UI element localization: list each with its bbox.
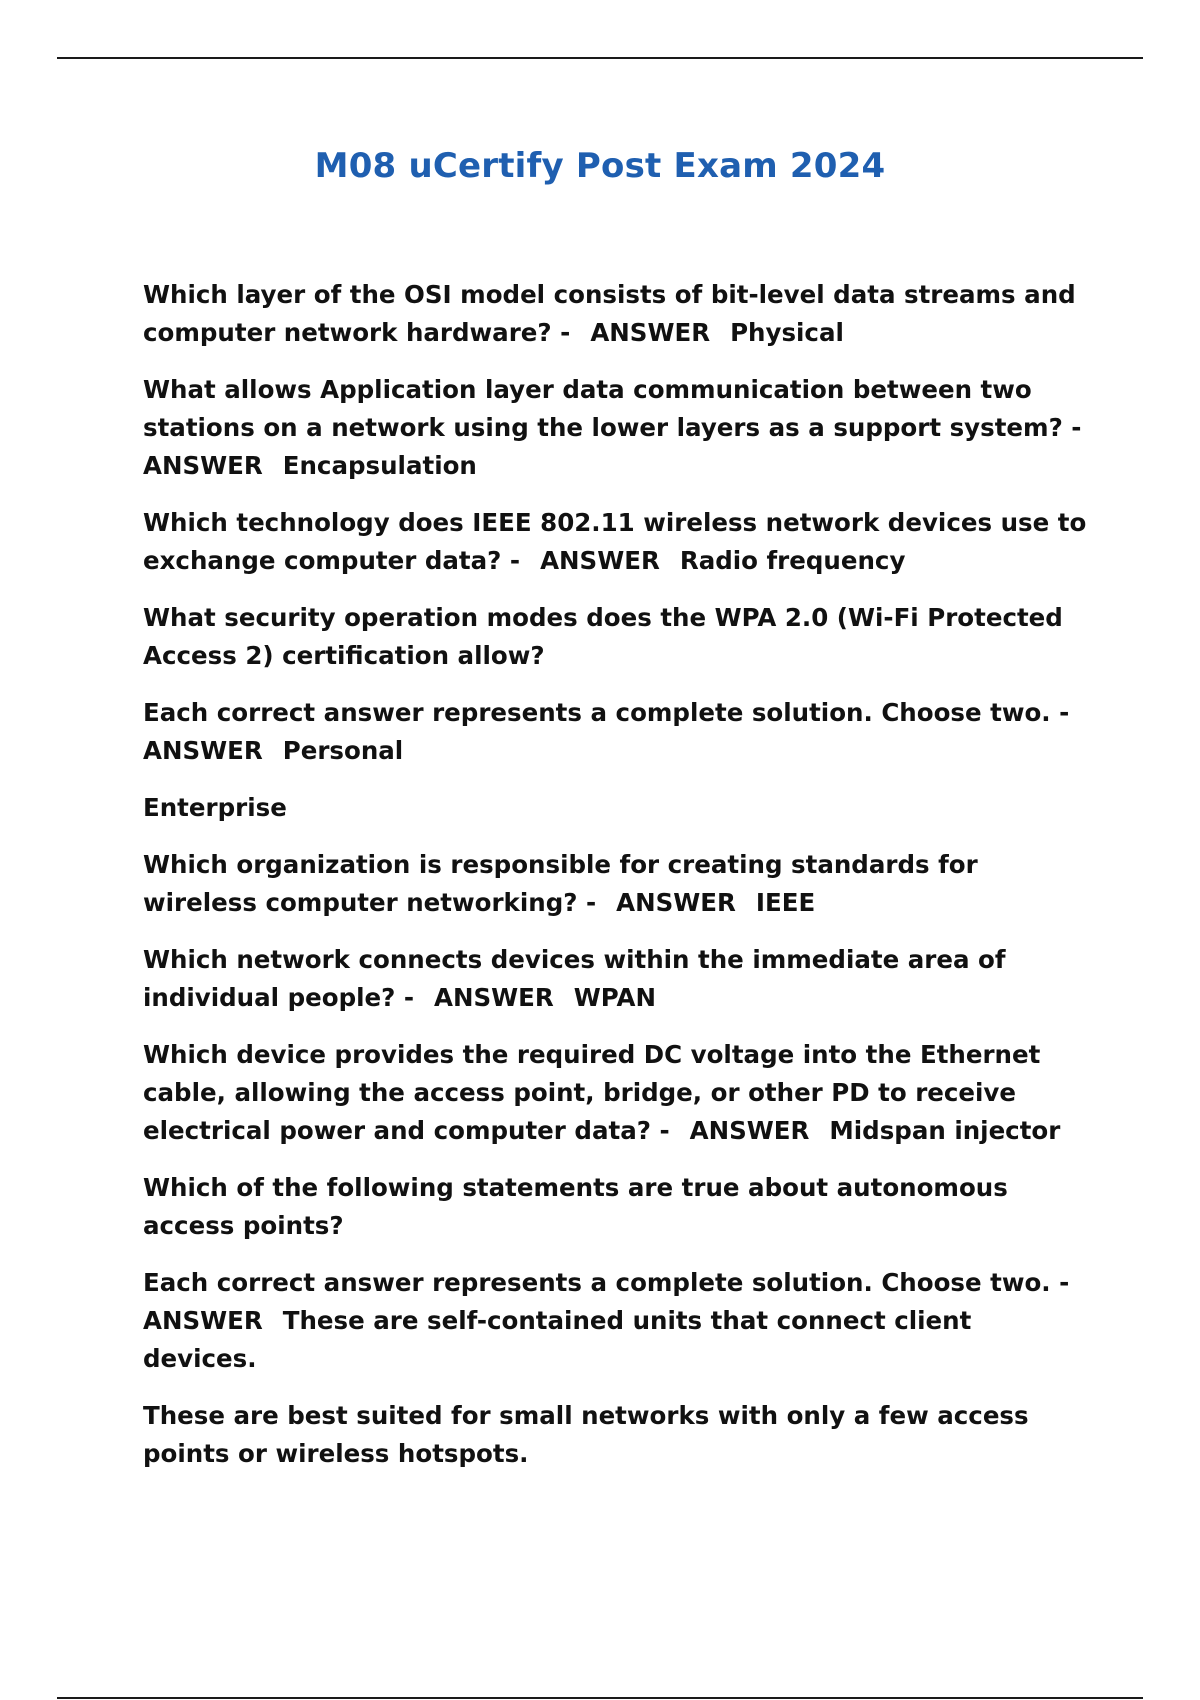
qa-item (143, 276, 1093, 352)
qa-item (143, 371, 1093, 485)
question-text: Which device provides the required DC voltage into the Ethernet cable, allowing the access point, bridge, or other PD to receive electrical power and computer data? - (143, 1040, 1041, 1145)
bottom-rule (57, 1697, 1143, 1699)
qa-item (143, 1397, 1093, 1473)
answer-label: ANSWER (689, 1116, 810, 1145)
question-text: Which of the following statements are true about autonomous access points? (143, 1173, 1008, 1240)
answer-continuation: These are best suited for small networks with only a few access points or wireless hotspots. (143, 1401, 1029, 1468)
qa-item (143, 504, 1093, 580)
answer-label: ANSWER (590, 318, 711, 347)
question-text: Which technology does IEEE 802.11 wireless network devices use to exchange computer data? - (143, 508, 1087, 575)
qa-list (143, 276, 1093, 1492)
answer-label: ANSWER (616, 888, 736, 917)
answer-text: IEEE (755, 888, 816, 917)
question-text: Each correct answer represents a complete solution. Choose two. - (143, 698, 1070, 727)
answer-label: ANSWER (143, 451, 263, 480)
answer-label: ANSWER (540, 546, 660, 575)
qa-item (143, 1169, 1093, 1245)
qa-item (143, 1264, 1093, 1378)
answer-text: These are self-contained units that connect client devices. (143, 1306, 972, 1373)
question-text: Which network connects devices within the immediate area of individual people? - (143, 945, 1006, 1012)
answer-text: Encapsulation (282, 451, 477, 480)
qa-item (143, 599, 1093, 675)
qa-item (143, 941, 1093, 1017)
answer-continuation: Enterprise (143, 793, 287, 822)
page-title: M08 uCertify Post Exam 2024 (314, 146, 886, 186)
top-rule (57, 57, 1143, 59)
qa-item (143, 694, 1093, 770)
answer-text: Physical (730, 318, 844, 347)
answer-text: Personal (282, 736, 404, 765)
answer-text: Midspan injector (829, 1116, 1061, 1145)
qa-item (143, 846, 1093, 922)
answer-text: WPAN (573, 983, 656, 1012)
question-text: Each correct answer represents a complete solution. Choose two. - (143, 1268, 1070, 1297)
question-text: Which layer of the OSI model consists of bit-level data streams and computer network hardware? - (143, 280, 1076, 347)
answer-label: ANSWER (434, 983, 554, 1012)
question-text: Which organization is responsible for creating standards for wireless computer networking? - (143, 850, 978, 917)
answer-text: Radio frequency (679, 546, 906, 575)
question-text: What security operation modes does the WPA 2.0 (Wi-Fi Protected Access 2) certification allow? (143, 603, 1063, 670)
answer-label: ANSWER (143, 736, 263, 765)
answer-label: ANSWER (143, 1306, 263, 1335)
question-text: What allows Application layer data communication between two stations on a network using the lower layers as a support system? - (143, 375, 1082, 442)
qa-item (143, 1036, 1093, 1150)
qa-item (143, 789, 1093, 827)
